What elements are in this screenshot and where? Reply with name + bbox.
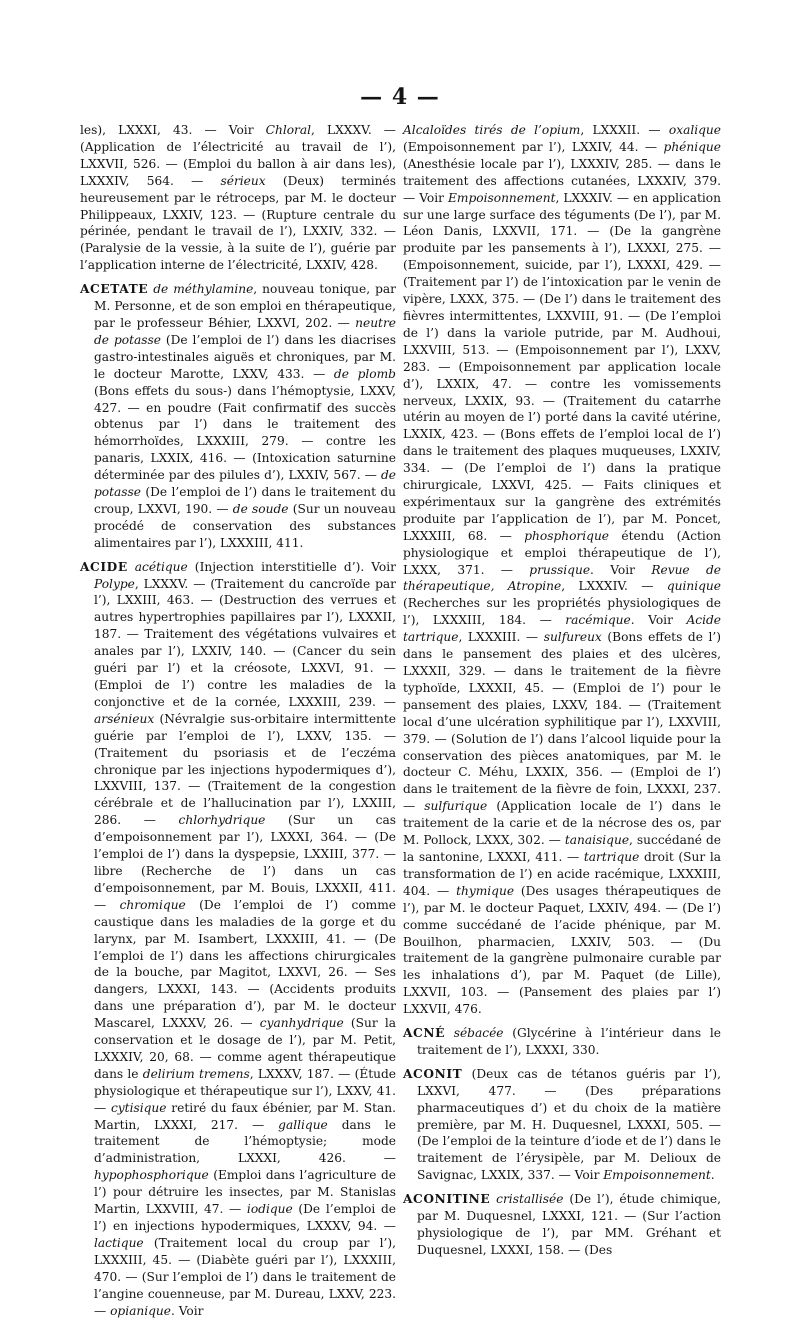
entry-italic-term: hypophosphorique [94,1168,209,1183]
entry-text: (Recherches sur les propriétés physiologiques de l’), LXXXIII, 184. — [403,596,721,628]
entry-italic-term: quinique [666,579,721,594]
entry-text: (De l’emploi de l’) dans les diacrises gastro-intestinales aiguës et chroniques, par M. le docteur Marotte, LXXV, 433. — [94,332,396,381]
entry-text: , nouveau tonique, par M. Personne, et de son emploi en thérapeutique, par le professeur Béhier, LXXVI, 202. — [94,282,397,330]
entry-text [445,1026,454,1040]
entry-text: . Voir [590,562,652,577]
entry-italic-term: Alcaloïdes tirés de l’opium [403,123,581,137]
entry-text: , LXXXIII. — [458,630,544,645]
entry-text: dans le traitement de l’hémoptysie; mode d’administration, LXXXI, 426. — [94,1117,396,1166]
index-entry [80,122,396,274]
entry-text: (Anesthésie locale par l’), LXXXIV, 285. — dans le traitement des affections cutanées, LXXXIV, 379. — Voir [403,156,721,205]
entry-text: (Application locale de l’) dans le traitement de la carie et de la nécrose des os, par M. Pollock, LXXX, 302. — [403,799,722,848]
entry-text: droit (Sur la transformation de l’) en acide racémique, LXXXIII, 404. — [403,849,721,898]
entry-italic-term: de plomb [333,366,396,381]
entry-text: (Sur la conservation et le dosage de l’), par M. Petit, LXXXIV, 20, 68. — comme agent thérapeutique dans le [94,1016,396,1081]
entry-text: (Des usages thérapeutiques de l’), par M. le docteur Paquet, LXXIV, 494. — (De l’) comme succédané de l’acide phénique, par M. Bouilhon, pharmacien, LXXIV, 503. — (Du traitement de la gangrène pulmonaire curable par les inhalations d’), par M. Paquet (de Lille), LXXVII, 103. — (Pansement des plaies par l’) LXXVII, 476. [403,883,721,1017]
entry-italic-term: thymique [456,883,515,898]
entry-italic-term: sérieux [220,173,266,188]
entry-italic-term: sulfurique [424,799,488,814]
entry-text: (Traitement local du croup par l’), LXXXIII, 45. — (Diabète guéri par l’), LXXXIII, 470. — (Sur l’emploi de l’) dans le traitement de l’angine couenneuse, par M. Dureau, LXXV, 223. — [94,1235,396,1318]
entry-italic-term: iodique [246,1202,293,1217]
entry-italic-term: neutre de potasse [94,315,396,347]
entry-text: (Empoisonnement par l’), LXXIV, 44. — [403,139,664,154]
entry-text: (Deux cas de tétanos guéris par l’), LXXVI, 477. — (Des préparations pharmaceutiques d’) et du choix de la matière première, par M. H. Duquesnel, LXXXI, 505. — (De l’emploi de la teinture d’iode et de l’) dans le traitement de l’érysipèle, par M. Delioux de Savignac, LXXIX, 337. — Voir [417,1066,721,1183]
entry-italic-term: lactique [94,1235,144,1250]
entry-text: (Deux) terminés heureusement par le rétroceps, par M. le docteur Philippeaux, LXXIV, 123. — (Rupture centrale du périnée, pendant le travail de l’), LXXIV, 332. — (Paralysie de la vessie, à la suite de l’), guérie par l’application interne de l’électricité, LXXIV, 428. [80,173,396,273]
entry-text: retiré du faux ébénier, par M. Stan. Martin, LXXXI, 217. — [94,1100,397,1132]
entry-text: , LXXXIV. — [561,579,667,594]
entry-text: (De l’), étude chimique, par M. Duquesnel, LXXXI, 121. — (Sur l’action physiologique de l’), par MM. Gréhant et Duquesnel, LXXXI, 158. — (Des [417,1192,722,1257]
entry-text: , LXXXV. — (Traitement du cancroïde par l’), LXXIII, 463. — (Destruction des verrues et autres hypertrophies papillaires par l’), LXXXII, 187. — Traitement des végétations vulvaires et anales par l’), LXXIV, 140. — (Cancer du sein guéri par l’) et la créosote, LXXVI, 91. — (Emploi de l’) contre les maladies de la conjonctive et de la cornée, LXXXIII, 239. — [94,576,396,709]
index-entry [403,122,721,1018]
entry-italic-term: cyanhydrique [259,1016,344,1031]
entry-italic-term: chromique [119,897,186,912]
entry-text: (Injection interstitielle d’). Voir [187,559,396,574]
index-entry [80,281,396,552]
entry-text: , LXXXV, 187. — (Étude physiologique et thérapeutique sur l’), LXXV, 41. — [94,1066,397,1115]
entry-italic-term: gallique [278,1117,328,1132]
entry-italic-term: Acide tartrique [403,613,721,645]
entry-italic-term: Empoisonnement [603,1168,711,1183]
entry-text: (De l’emploi de l’) comme caustique dans les maladies de la gorge et du larynx, par M. Isambert, LXXXIII, 41. — (De l’emploi de l’) dans les affections chirurgicales de la bouche, par Magitot, LXXVI, 26. — Ses dangers, LXXXI, 143. — (Accidents produits dans une préparation d’), par M. le docteur Mascarel, LXXXV, 26. — [94,897,396,1031]
entry-italic-term: Chloral [265,123,312,137]
entry-text: , succédané de la santonine, LXXXI, 411. — [403,833,721,864]
entry-italic-term: sébacée [453,1026,504,1041]
entry-italic-term: phénique [663,139,721,154]
entry-italic-term: Revue de thérapeutique, Atropine [403,562,721,594]
entry-text [128,560,135,574]
entry-headword: ACIDE [80,559,128,574]
entry-italic-term: racémique [565,613,631,628]
left-column [80,122,396,1326]
entry-text: étendu (Action physiologique et emploi thérapeutique de l’), LXXX, 371. — [403,528,722,577]
entry-italic-term: cristallisée [496,1192,564,1207]
entry-italic-term: Empoisonnement [448,190,556,205]
entry-text: (Bons effets du sous-) dans l’hémoptysie, LXXV, 427. — en poudre (Fait confirmatif des succès obtenus par l’) dans le traitement des hémorrhoïdes, LXXXIII, 279. — contre les panaris, LXXIX, 416. — (Intoxication saturnine déterminée par des pilules d’), LXXIV, 567. — [94,383,396,483]
entry-italic-term: sulfureux [543,630,602,645]
entry-text: (De l’emploi de l’) en injections hypodermiques, LXXXV, 94. — [94,1202,396,1233]
entry-italic-term: phosphorique [524,528,610,543]
entry-italic-term: de méthylamine [153,282,254,297]
entry-italic-term: de potasse [94,468,396,500]
entry-text: (Sur un cas d’empoisonnement par l’), LXXXI, 364. — (De l’emploi de l’) dans la dyspepsie, LXXIII, 377. — libre (Recherche de l’) dans un cas d’empoisonnement, par M. Bouis, LXXXII, 411. — [94,813,396,912]
entry-italic-term: delirium tremens [142,1066,250,1081]
entry-text: . Voir [630,613,687,628]
entry-text: (De l’emploi de l’) dans le traitement du croup, LXXVI, 190. — [94,485,396,516]
index-entry [403,1066,721,1184]
index-entry [80,559,396,1320]
entry-text: (Bons effets de l’) dans le pansement des plaies et des ulcères, LXXXII, 329. — dans le traitement de la fièvre typhoïde, LXXXII, 45. — (Emploi de l’) pour le pansement des plaies, LXXV, 184. — (Traitement local d’une ulcération syphilitique par l’), LXXVIII, 379. — (Solution de l’) dans l’alcool liquide pour la conservation des pièces anatomiques, par M. le docteur C. Méhu, LXXIX, 356. — (Emploi de l’) dans le traitement de la fièvre de foin, LXXXI, 237. — [403,630,721,814]
entry-text: . Voir [170,1303,204,1318]
entry-text: (Sur un nouveau procédé de conservation des substances alimentaires par l’), LXXXIII, 411. [94,501,396,550]
entry-text: (Névralgie sus-orbitaire intermittente guérie par l’emploi de l’), LXXV, 135. — (Traitement du psoriasis et de l’eczéma chronique par les injections hypodermiques d’), LXXVIII, 137. — (Traitement de la congestion cérébrale et de l’hallucination par l’), LXXIII, 286. — [94,711,396,828]
entry-text: , LXXXIV. — en application sur une large surface des téguments (De l’), par M. Léon Danis, LXXVII, 171. — (De la gangrène produite par les pansements à l’), LXXXI, 275. — (Empoisonnement, suicide, par l’), LXXXI, 429. — (Traitement par l’) de l’intoxication par le venin de vipère, LXXX, 375. — (De l’) dans le traitement des fièvres intermittentes, LXXVIII, 91. — (De l’emploi de l’) dans la variole putride, par M. Audhoui, LXXVIII, 513. — (Empoisonnement par l’), LXXV, 283. — (Empoisonnement par application locale d’), LXXIX, 47. — contre les vomissements nerveux, LXXIX, 93. — (Traitement du catarrhe utérin au moyen de l’) porté dans la cavité utérine, LXXIX, 423. — (Bons effets de l’emploi local de l’) dans le traitement des plaques muqueuses, LXXIV, 334. — (De l’emploi de l’) dans la pratique chirurgicale, LXXVI, 425. — Faits cliniques et expérimentaux sur la gangrène des extrémités produite par l’application de l’), par M. Poncet, LXXXIII, 68. — [403,190,721,543]
entry-italic-term: de soude [232,501,289,516]
entry-italic-term: Polype [94,576,135,591]
entry-italic-term: opianique [110,1303,171,1318]
entry-text: , LXXXV. — (Application de l’électricité au travail de l’), LXXVII, 526. — (Emploi du ballon à air dans les), LXXXIV, 564. — [80,123,396,188]
entry-text: . [710,1168,715,1183]
index-entry [403,1025,721,1059]
entry-italic-term: acétique [134,559,188,574]
index-entry [403,1191,721,1259]
entry-italic-term: chlorhydrique [178,813,266,828]
entry-italic-term: arsénieux [94,711,155,726]
entry-italic-term: prussique [529,562,591,577]
entry-headword: ACETATE [80,282,149,297]
entry-text: les), LXXXI, 43. — Voir [80,123,266,137]
right-column [403,122,721,1266]
entry-text: (Emploi dans l’agriculture de l’) pour détruire les insectes, par M. Stanislas Martin, LXXVIII, 47. — [94,1168,396,1217]
entry-text: , LXXXII. — [580,123,669,137]
entry-headword: ACONIT [403,1066,463,1081]
entry-text: (Glycérine à l’intérieur dans le traitement de l’), LXXXI, 330. [417,1026,721,1057]
entry-headword: ACNÉ [403,1026,445,1041]
entry-italic-term: tanaisique [564,833,630,848]
entry-italic-term: oxalique [668,123,721,137]
page-number: — 4 — [360,84,440,110]
entry-headword: ACONITINE [403,1192,491,1207]
entry-italic-term: tartrique [583,849,640,864]
entry-italic-term: cytisique [110,1100,167,1115]
